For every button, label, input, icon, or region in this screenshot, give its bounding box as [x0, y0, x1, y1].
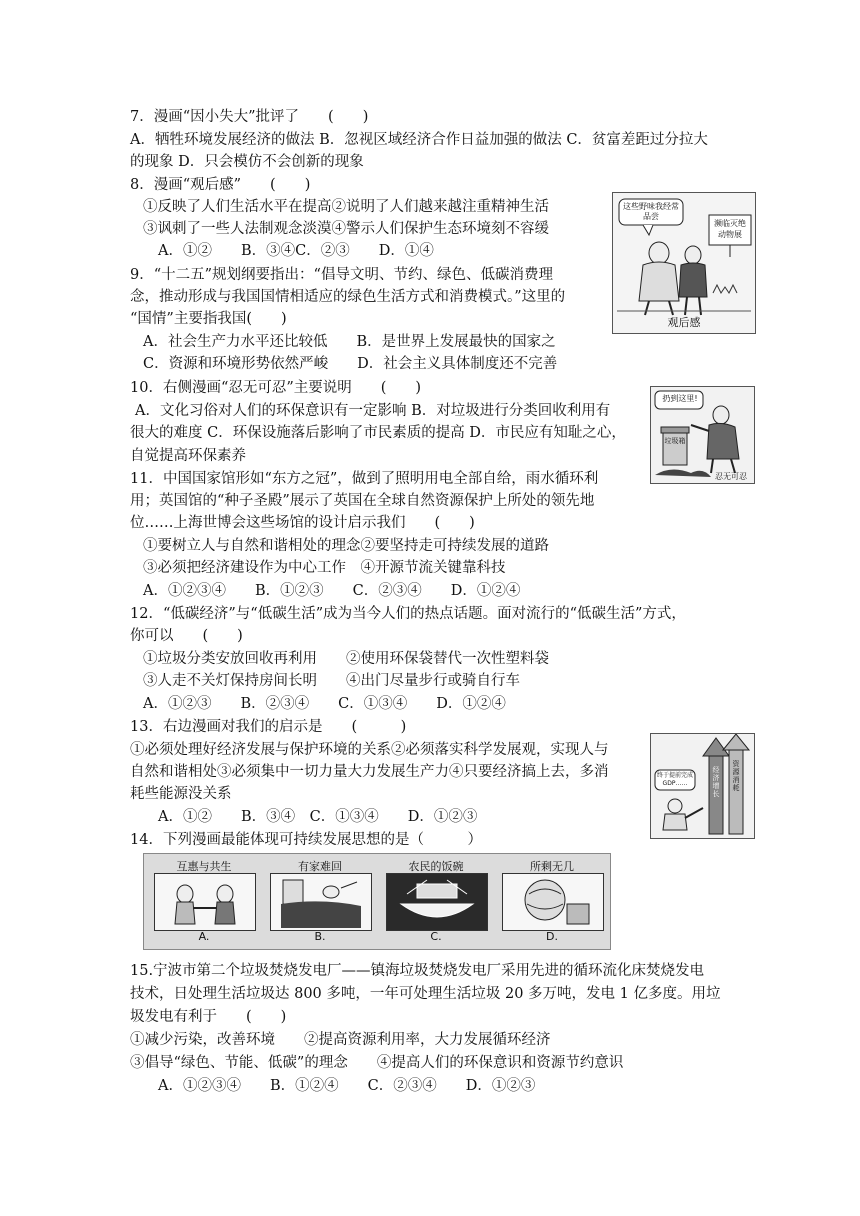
q9-line-3: “国情”主要指我国( ) — [130, 311, 287, 327]
q14-panel-a — [152, 858, 256, 944]
q14-panel-c-label: C. — [430, 930, 442, 943]
q14-stem: 14．下列漫画最能体现可持续发展思想的是（ ） — [130, 832, 482, 848]
q10-cartoon-bin-text: 垃圾箱 — [664, 437, 686, 445]
q12-line-2: 你可以 ( ) — [130, 628, 243, 644]
q8-options: A．①② B．③④C．②③ D．①④ — [158, 243, 434, 259]
q7-stem: 7．漫画“因小失大”批评了 ( ) — [130, 109, 369, 125]
q14-panel-b — [268, 858, 372, 944]
q12-statement-2: ③人走不关灯保持房间长明 ④出门尽量步行或骑自行车 — [143, 673, 520, 689]
q14-cartoon-strip — [143, 853, 611, 950]
q7-options-line1: A．牺牲环境发展经济的做法 B．忽视区域经济合作日益加强的做法 C．贫富差距过分拉大 — [130, 132, 708, 148]
q9-options-2: C．资源和环境形势依然严峻 D．社会主义具体制度还不完善 — [143, 356, 558, 372]
q14-panel-a-title: 互惠与共生 — [176, 860, 232, 873]
q12-options: A．①②③ B．②③④ C．①③④ D．①②④ — [143, 696, 506, 712]
q13-options: A．①② B．③④ C．①③④ D．①②③ — [158, 809, 478, 825]
q8-cartoon-figure — [612, 192, 756, 334]
q15-statement-2: ③倡导“绿色、节能、低碳”的理念 ④提高人们的环保意识和资源节约意识 — [130, 1055, 624, 1071]
q11-statement-2: ③必须把经济建设作为中心工作 ④开源节流关键靠科技 — [143, 560, 506, 576]
q14-panel-d-image — [502, 873, 604, 931]
q7-options-line2: 的现象 D．只会模仿不会创新的现象 — [130, 154, 364, 170]
q13-line-3: 耗些能源没关系 — [130, 786, 232, 802]
q14-panel-d-title: 所剩无几 — [530, 860, 574, 873]
q15-line-2: 技术，日处理生活垃圾达 800 多吨，一年可处理生活垃圾 20 多万吨，发电 1 亿多度。用垃 — [130, 986, 721, 1002]
q10-line-2: 很大的难度 C．环保设施落后影响了市民素质的提高 D．市民应有知耻之心， — [130, 425, 626, 441]
q8-cartoon-bubble-text: 这些野味我经常品尝 — [623, 202, 679, 221]
q14-panel-c-title: 农民的饭碗 — [408, 860, 464, 873]
q8-cartoon-caption: 观后感 — [667, 316, 701, 329]
q10-cartoon-figure — [650, 386, 755, 484]
q10-stem: 10．右侧漫画“忍无可忍”主要说明 ( ) — [130, 380, 422, 396]
q11-statement-1: ①要树立人与自然和谐相处的理念②要坚持走可持续发展的道路 — [143, 538, 549, 554]
q13-cartoon-bubble-text: 终于提前完成GDP…… — [656, 772, 693, 787]
q8-cartoon-sign-text: 濒临灭绝动物展 — [714, 219, 746, 239]
q14-panel-d — [500, 858, 604, 944]
q14-panel-b-image — [270, 873, 372, 931]
q10-line-3: 自觉提高环保素养 — [130, 448, 246, 464]
q13-cartoon-figure — [650, 733, 755, 839]
q14-panel-c — [384, 858, 488, 944]
q11-line-3: 位……上海世博会这些场馆的设计启示我们 ( ) — [130, 515, 475, 531]
q9-line-1: 9．“十二五”规划纲要指出：“倡导文明、节约、绿色、低碳消费理 — [130, 267, 553, 283]
q12-line-1: 12．“低碳经济”与“低碳生活”成为当今人们的热点话题。面对流行的“低碳生活”方式， — [130, 606, 686, 622]
q13-cartoon-bar1-text: 经济增长 — [712, 766, 720, 798]
q9-options-1: A．社会生产力水平还比较低 B．是世界上发展最快的国家之 — [143, 334, 556, 350]
q10-cartoon-bubble-text: 扔到这里! — [662, 394, 698, 403]
q8-stem: 8．漫画“观后感” ( ) — [130, 177, 311, 193]
q15-line-3: 圾发电有利于 ( ) — [130, 1009, 287, 1025]
q14-panel-c-image — [386, 873, 488, 931]
q13-line-2: 自然和谐相处③必须集中一切力量大力发展生产力④只要经济搞上去，多消 — [130, 764, 609, 780]
q14-panel-b-label: B. — [314, 930, 326, 943]
q9-line-2: 念，推动形成与我国国情相适应的绿色生活方式和消费模式。”这里的 — [130, 289, 566, 305]
q11-line-1: 11．中国国家馆形如“东方之冠”，做到了照明用电全部自给，雨水循环利 — [130, 471, 599, 487]
q8-statement-2: ③讽刺了一些人法制观念淡漠④警示人们保护生态环境刻不容缓 — [143, 221, 549, 237]
q14-panel-b-title: 有家难回 — [298, 860, 342, 873]
q10-line-1: A．文化习俗对人们的环保意识有一定影响 B．对垃圾进行分类回收利用有 — [135, 403, 611, 419]
q15-line-1: 15.宁波市第二个垃圾焚烧发电厂——镇海垃圾焚烧发电厂采用先进的循环流化床焚烧发电 — [130, 963, 705, 979]
q13-line-1: ①必须处理好经济发展与保护环境的关系②必须落实科学发展观，实现人与 — [130, 742, 609, 758]
q15-statement-1: ①减少污染，改善环境 ②提高资源利用率，大力发展循环经济 — [130, 1032, 551, 1048]
q11-options: A．①②③④ B．①②③ C．②③④ D．①②④ — [143, 583, 521, 599]
q13-cartoon-bar2-text: 资源消耗 — [732, 760, 740, 792]
q14-panel-a-label: A. — [198, 930, 210, 943]
q14-panel-d-label: D. — [546, 930, 558, 943]
q14-panel-a-image — [154, 873, 256, 931]
q8-statement-1: ①反映了人们生活水平在提高②说明了人们越来越注重精神生活 — [143, 199, 549, 215]
q12-statement-1: ①垃圾分类安放回收再利用 ②使用环保袋替代一次性塑料袋 — [143, 651, 549, 667]
q13-stem: 13．右边漫画对我们的启示是 ( ) — [130, 719, 407, 735]
q10-cartoon-caption: 忍无可忍 — [715, 472, 747, 481]
q11-line-2: 用；英国馆的“种子圣殿”展示了英国在全球自然资源保护上所处的领先地 — [130, 493, 595, 509]
q15-options: A．①②③④ B．①②④ C．②③④ D．①②③ — [158, 1078, 536, 1094]
